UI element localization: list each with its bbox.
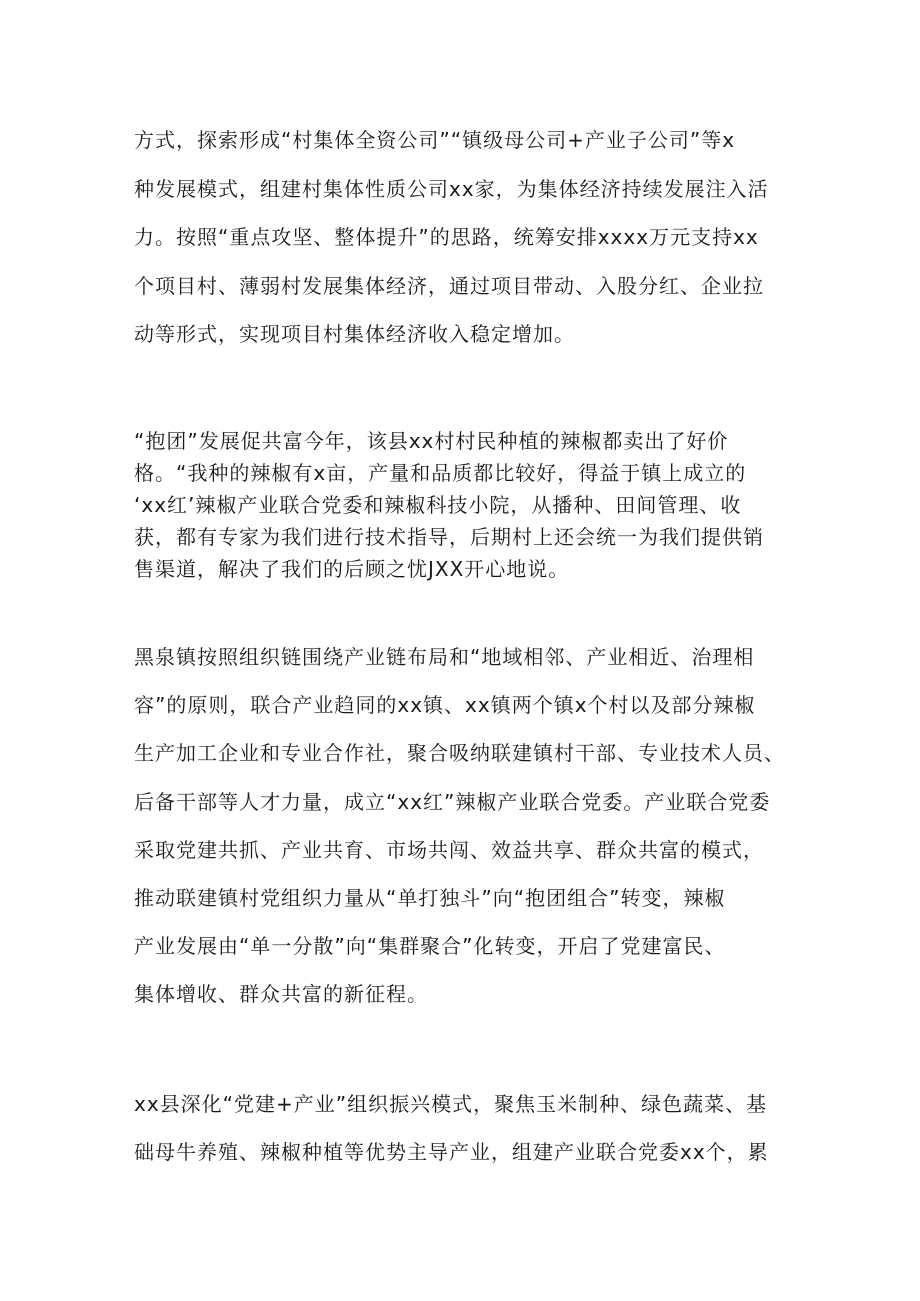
text-line: 种发展模式，组建村集体性质公司xx家，为集体经济持续发展注入活	[134, 176, 769, 201]
paragraph-villager-quote	[134, 425, 794, 585]
paragraph-development-models	[134, 116, 794, 359]
text-line: 动等形式，实现项目村集体经济收入稳定增加。	[134, 322, 575, 346]
text-line: 方式，探索形成“村集体全资公司”“镇级母公司+产业子公司”等x	[134, 128, 736, 152]
paragraph-county-model	[134, 1080, 794, 1176]
text-line: 础母牛养殖、辣椒种植等优势主导产业，组建产业联合党委xx个，累	[134, 1140, 769, 1164]
text-line: ‘xx红’辣椒产业联合党委和辣椒科技小院，从播种、田间管理、收	[134, 493, 742, 517]
text-line: 集体增收、群众共富的新征程。	[134, 982, 428, 1007]
text-line: 获，都有专家为我们进行技术指导，后期村上还会统一为我们提供销	[134, 525, 764, 549]
text-line: 采取党建共抓、产业共育、市场共闯、效益共享、群众共富的模式，	[134, 837, 764, 862]
paragraph-joint-party-committee	[134, 633, 794, 1019]
text-line: 推动联建镇村党组织力量从“单打独斗”向“抱团组合”转变，辣椒	[134, 886, 726, 911]
text-line: 后备干部等人才力量，成立“xx红”辣椒产业联合党委。产业联合党委	[134, 789, 771, 814]
text-line: 生产加工企业和专业合作社，聚合吸纳联建镇村干部、专业技术人员、	[134, 741, 785, 766]
text-line: 格。“我种的辣椒有x亩，产量和品质都比较好，得益于镇上成立的	[134, 461, 747, 485]
text-line: 容”的原则，联合产业趋同的xx镇、xx镇两个镇x个村以及部分辣椒	[134, 693, 756, 718]
text-line: 售渠道，解决了我们的后顾之忧JXX开心地说。	[134, 557, 570, 581]
text-line: 力。按照“重点攻坚、整体提升”的思路，统筹安排xxxx万元支持xx	[134, 225, 759, 249]
text-line: “抱团”发展促共富今年，该县xx村村民种植的辣椒都卖出了好价	[134, 429, 729, 453]
text-line: 黑泉镇按照组织链围绕产业链布局和“地域相邻、产业相近、治理相	[134, 645, 755, 669]
text-line: 产业发展由“单一分散”向“集群聚合”化转变，开启了党建富民、	[134, 934, 726, 959]
text-line: xx县深化“党建+产业”组织振兴模式，聚焦玉米制种、绿色蔬菜、基	[134, 1092, 768, 1116]
text-line: 个项目村、薄弱村发展集体经济，通过项目带动、入股分红、企业拉	[134, 273, 764, 298]
